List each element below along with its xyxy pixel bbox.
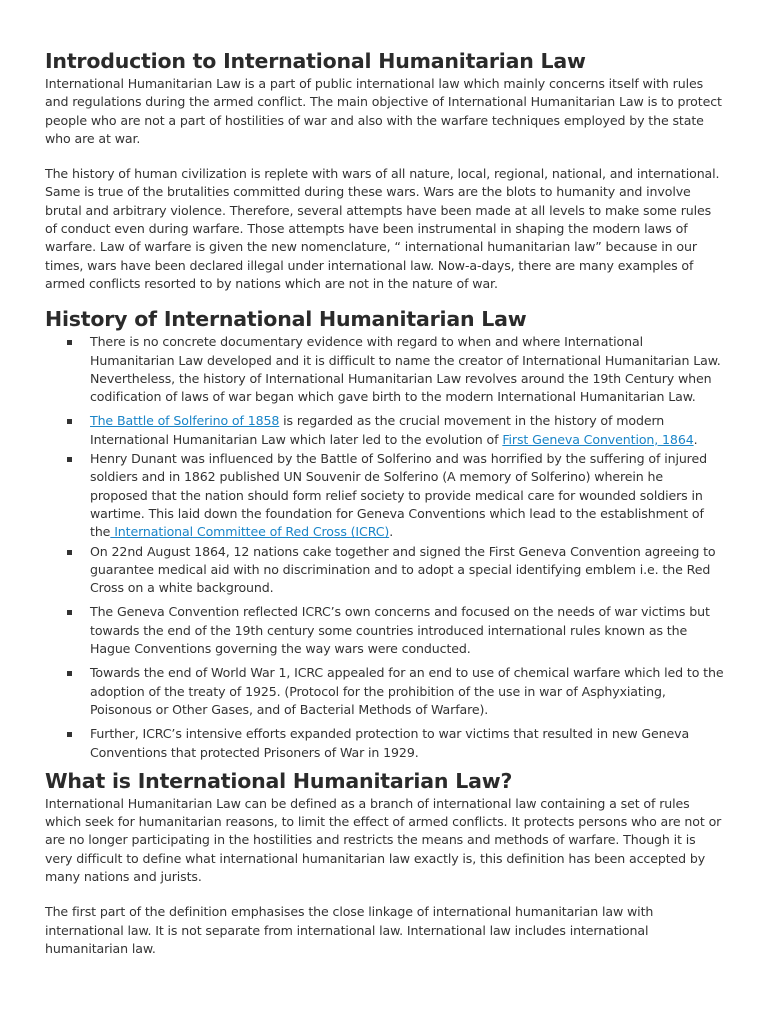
list-item-text: There is no concrete documentary evidence with regard to when and where International Humanitarian Law developed and it is difficult to name the creator of International Humanitarian Law. Nevertheless, the history of International Humanitarian Law revolves around the 19th Century when codification of laws of war began which gave birth to the modern International Humanitarian Law. — [90, 334, 721, 405]
what-paragraph-2: The first part of the definition emphasises the close linkage of international humanitarian law with international law. It is not separate from international law. International law includes international humanitarian law. — [45, 904, 654, 956]
icrc-link[interactable]: International Committee of Red Cross (ICRC) — [110, 524, 390, 540]
list-item — [45, 725, 724, 762]
square-bullet-icon — [67, 419, 72, 424]
list-item-text: The Geneva Convention reflected ICRC’s own concerns and focused on the needs of war victims but towards the end of the 19th century some countries introduced international rules known as the Hague Conventions governing the way wars were conducted. — [90, 604, 710, 657]
square-bullet-icon — [67, 610, 72, 615]
list-item — [45, 543, 724, 598]
square-bullet-icon — [67, 340, 72, 345]
list-item — [45, 333, 724, 406]
list-item-text: Further, ICRC’s intensive efforts expanded protection to war victims that resulted in new Geneva Conventions that protected Prisoners of War in 1929. — [90, 726, 690, 760]
what-paragraph-1: International Humanitarian Law can be defined as a branch of international law containing a set of rules which seek for humanitarian reasons, to limit the effect of armed conflicts. It protects persons who are not or are no longer participating in the hostilities and restricts the means and methods of warfare. Though it is very difficult to define what international humanitarian law exactly is, this definition has been accepted by many nations and jurists. — [45, 795, 722, 884]
battle-of-solferino-link[interactable]: The Battle of Solferino of 1858 — [90, 413, 280, 429]
list-item-text: Towards the end of World War 1, ICRC appealed for an end to use of chemical warfare which led to the adoption of the treaty of 1925. (Protocol for the prohibition of the use in war of Asphyxiating, Poisonous or Other Gases, and of Bacterial Methods of Warfare). — [90, 665, 724, 717]
intro-paragraph-2: The history of human civilization is replete with wars of all nature, local, regional, national, and international. Same is true of the brutalities committed during these wars. Wars are the blots to humanity and involve brutal and arbitrary violence. Therefore, several attempts have been made at all levels to make some rules of conduct even during warfare. Those attempts have been instrumental in shaping the modern laws of warfare. Law of warfare is given the new nomenclature, “ international humanitarian law” because in our times, wars have been declared illegal under international law. Now-a-days, there are many examples of armed conflicts resorted to by nations which are not in the nature of war. — [45, 166, 720, 291]
square-bullet-icon — [67, 671, 72, 676]
list-item-text: is regarded as the crucial movement in the history of modern International Humanitarian Law which later led to the evolution of — [90, 413, 665, 447]
what-heading: What is International Humanitarian Law? — [45, 768, 513, 793]
list-item-text: On 22nd August 1864, 12 nations cake together and signed the First Geneva Convention agreeing to guarantee medical aid with no discrimination and to adopt a special identifying emblem i.e. the Red Cross on a white background. — [90, 543, 716, 596]
square-bullet-icon — [67, 550, 72, 555]
history-list — [45, 333, 724, 762]
list-item — [45, 450, 724, 541]
history-heading: History of International Humanitarian Law — [45, 307, 527, 332]
list-item-text: . — [693, 431, 698, 447]
square-bullet-icon — [67, 457, 72, 462]
square-bullet-icon — [67, 732, 72, 737]
intro-heading: Introduction to International Humanitarian Law — [45, 49, 586, 73]
first-geneva-convention-link[interactable]: First Geneva Convention, 1864 — [502, 431, 694, 447]
list-item-text: . — [389, 524, 394, 540]
list-item — [45, 664, 724, 719]
list-item — [45, 412, 724, 449]
list-item-text: Henry Dunant was influenced by the Battle of Solferino and was horrified by the suffering of injured soldiers and in 1862 published UN Souvenir de Solferino (A memory of Solferino) wherein he proposed that the nation should form relief society to provide medical care for wounded soldiers in wartime. This laid down the foundation for Geneva Conventions which lead to the establishment of the — [90, 451, 707, 540]
intro-paragraph-1: International Humanitarian Law is a part of public international law which mainly concerns itself with rules and regulations during the armed conflict. The main objective of International Humanitarian Law is to protect people who are not a part of hostilities of war and also with the warfare techniques employed by the state who are at war. — [45, 76, 722, 146]
list-item — [45, 603, 724, 658]
